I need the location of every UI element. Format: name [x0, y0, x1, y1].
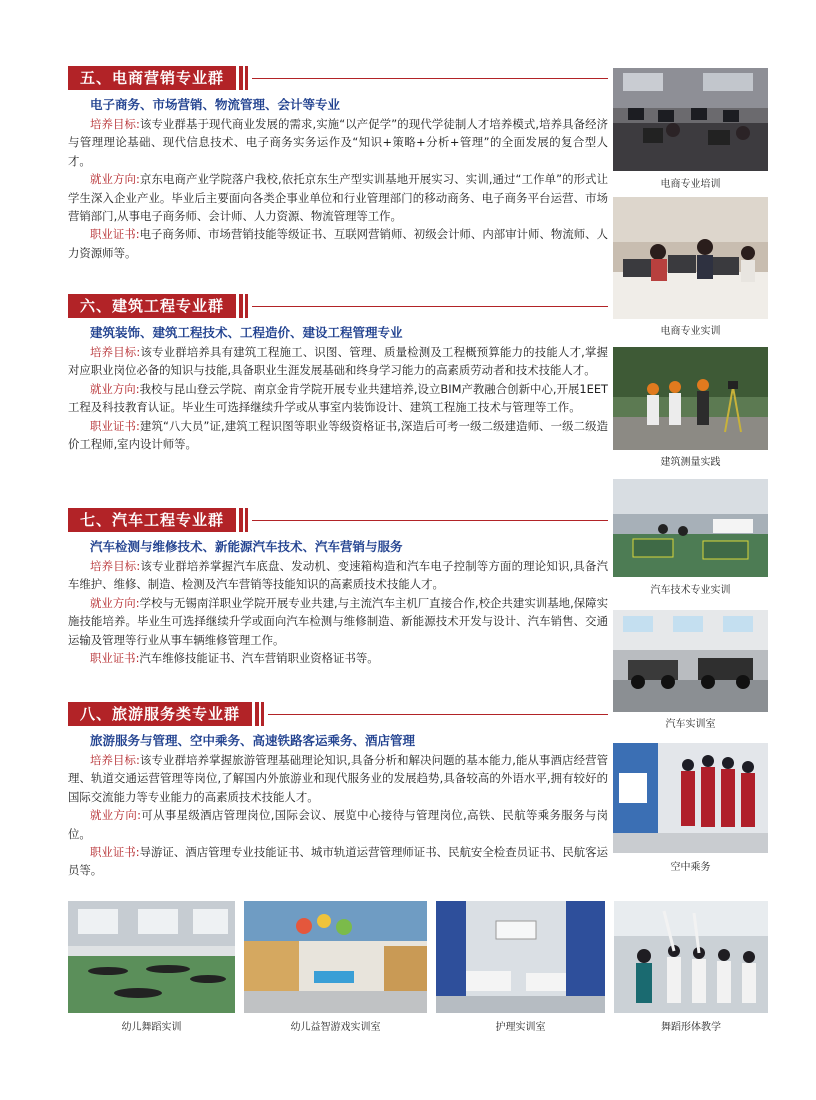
cert-text: 汽车维修技能证书、汽车营销职业资格证书等。 [139, 651, 379, 666]
job-text: 学校与无锡南洋职业学院开展专业共建,与主流汽车主机厂直接合作,校企共建实训基地,保障实施技能培养。毕业生可选择继续升学或面向汽车检测与维修制造、新能源技术开发与设计、汽车销售、交通运输及管理等行业从事车辆维修管理工作。 [68, 595, 608, 647]
section-construction [68, 294, 608, 453]
cert-paragraph [68, 843, 608, 880]
section-subtitle: 汽车检测与维修技术、新能源汽车技术、汽车营销与服务 [90, 539, 403, 554]
section-tourism [68, 702, 608, 880]
photo-construction-survey [613, 347, 768, 450]
title-rule [252, 306, 608, 307]
goal-text: 该专业群培养掌握汽车底盘、发动机、变速箱构造和汽车电子控制等方面的理论知识,具备汽车维护、维修、制造、检测及汽车营销等技能知识的高素质技术技能人才。 [68, 559, 608, 592]
job-text: 我校与昆山登云学院、南京金肯学院开展专业共建培养,设立BIM产教融合创新中心,开展1EET工程及科技教育认证。毕业生可选择继续升学或从事室内装饰设计、建筑工程施工技术与管理等工作。 [68, 381, 608, 415]
photo-caption: 汽车技术专业实训 [650, 585, 731, 596]
section-title-bar [68, 702, 608, 726]
cert-label: 职业证书: [90, 651, 140, 666]
job-paragraph [68, 806, 608, 843]
goal-label: 培养目标: [90, 559, 141, 573]
photo-ecommerce-practice [613, 197, 768, 319]
goal-text: 该专业群基于现代商业发展的需求,实施“以产促学”的现代学徒制人才培养模式,培养具备经济与管理理论基础、现代信息技术、电子商务实务运作及“知识+策略+分析+管理”的全面发展的复合型人才。 [68, 117, 609, 168]
photo-caption: 电商专业培训 [660, 179, 721, 190]
section-title: 七、汽车工程专业群 [68, 508, 236, 532]
job-label: 就业方向: [90, 172, 140, 187]
photo-caption: 电商专业实训 [660, 326, 721, 337]
goal-text: 该专业群培养具有建筑工程施工、识图、管理、质量检测及工程概预算能力的技能人才,掌握对应职业岗位必备的知识与技能,具备职业生涯发展基础和终身学习能力的高素质劳动者和技术技能人才。 [68, 345, 608, 378]
photo-caption: 舞蹈形体教学 [661, 1022, 721, 1033]
job-paragraph [68, 594, 608, 649]
job-text: 京东电商产业学院落户我校,依托京东生产型实训基地开展实习、实训,通过“工作单”的形式让学生深入企业产业。毕业后主要面向各类企事业单位和行业管理部门的移动商务、电子商务平台运营、市场营销部门,从事电子商务师、会计师、人力资源、物流管理等工作。 [68, 172, 609, 224]
section-subtitle: 电子商务、市场营销、物流管理、会计等专业 [90, 97, 341, 112]
cert-label: 职业证书: [90, 227, 140, 242]
section-ecommerce [68, 66, 608, 262]
section-title: 八、旅游服务类专业群 [68, 702, 252, 726]
goal-label: 培养目标: [90, 345, 141, 359]
section-subtitle: 旅游服务与管理、空中乘务、高速铁路客运乘务、酒店管理 [90, 733, 416, 748]
goal-paragraph [68, 557, 608, 594]
photo-auto-training [613, 479, 768, 577]
goal-paragraph [68, 751, 608, 806]
title-rule [252, 78, 608, 79]
goal-label: 培养目标: [90, 753, 140, 767]
photo-child-play-room [244, 901, 427, 1013]
section-title-bar [68, 66, 608, 90]
section-subtitle: 建筑装饰、建筑工程技术、工程造价、建设工程管理专业 [90, 325, 403, 340]
section-title: 六、建筑工程专业群 [68, 294, 236, 318]
photo-caption: 汽车实训室 [665, 719, 716, 730]
goal-text: 该专业群培养掌握旅游管理基础理论知识,具备分析和解决问题的基本能力,能从事酒店经营管理、轨道交通运营管理等岗位,了解国内外旅游业和现代服务业的发展趋势,具备较高的外语水平,拥有较好的国际交流能力等专业能力的高素质技术技能人才。 [68, 753, 608, 804]
cert-paragraph [68, 225, 608, 262]
photo-auto-lab [613, 610, 768, 712]
photo-child-dance [68, 901, 235, 1013]
cert-text: 电子商务师、市场营销技能等级证书、互联网营销师、初级会计师、内部审计师、物流师、人力资源师等。 [68, 227, 608, 260]
photo-nursing-room [436, 901, 605, 1013]
photo-caption: 幼儿舞蹈实训 [121, 1022, 182, 1033]
section-title-bar [68, 508, 608, 532]
photo-caption: 护理实训室 [495, 1022, 546, 1033]
job-label: 就业方向: [90, 381, 140, 396]
title-rule [268, 714, 608, 715]
section-automotive [68, 508, 608, 667]
section-title-bar [68, 294, 608, 318]
section-title: 五、电商营销专业群 [68, 66, 236, 90]
job-label: 就业方向: [90, 808, 141, 823]
photo-caption: 空中乘务 [670, 862, 711, 873]
photo-ecommerce-training [613, 68, 768, 171]
cert-paragraph [68, 417, 608, 454]
job-paragraph [68, 380, 608, 417]
job-text: 可从事星级酒店管理岗位,国际会议、展览中心接待与管理岗位,高铁、民航等乘务服务与岗位。 [68, 808, 608, 841]
cert-paragraph [68, 649, 608, 667]
job-paragraph [68, 170, 608, 225]
title-rule [252, 520, 608, 521]
cert-label: 职业证书: [90, 418, 140, 433]
goal-paragraph [68, 115, 608, 170]
cert-text: 建筑“八大员”证,建筑工程识图等职业等级资格证书,深造后可考一级二级建造师、一级二级造价工程师,室内设计师等。 [68, 418, 609, 452]
goal-paragraph [68, 343, 608, 380]
photo-caption: 建筑测量实践 [660, 457, 721, 468]
goal-label: 培养目标: [90, 117, 140, 131]
photo-dance-body-teaching [614, 901, 768, 1013]
cert-label: 职业证书: [90, 845, 140, 860]
job-label: 就业方向: [90, 595, 140, 610]
cert-text: 导游证、酒店管理专业技能证书、城市轨道运营管理师证书、民航安全检查员证书、民航客运员等。 [68, 845, 608, 878]
photo-flight-attendants [613, 743, 768, 853]
photo-caption: 幼儿益智游戏实训室 [290, 1022, 381, 1033]
